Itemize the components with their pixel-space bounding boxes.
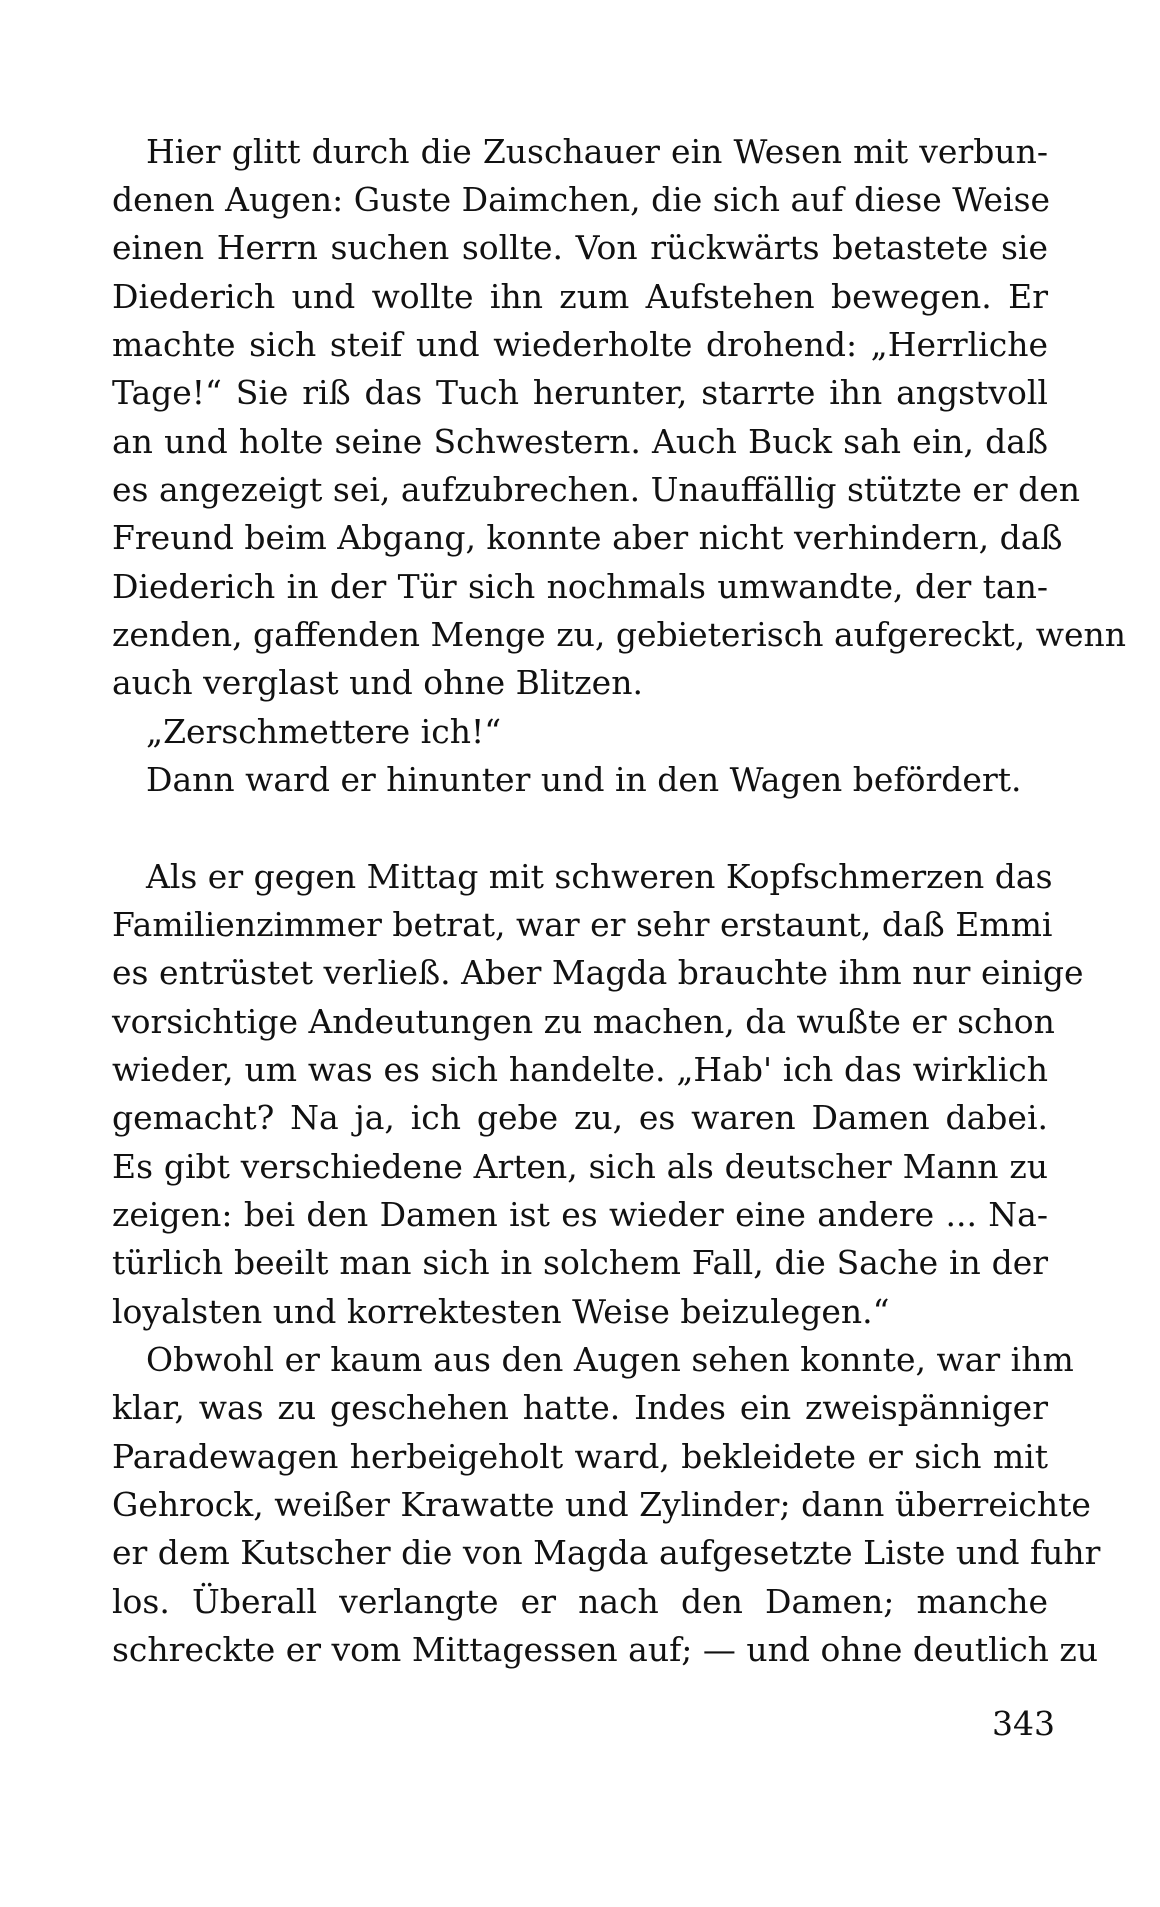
- text-line: er dem Kutscher die von Magda aufgesetzte Liste und fuhr: [112, 1533, 1101, 1572]
- text-line: zenden, gaffenden Menge zu, gebieterisch aufgereckt, wenn: [112, 615, 1127, 654]
- text-line: auch verglast und ohne Blitzen.: [112, 663, 643, 702]
- text-line: denen Augen: Guste Daimchen, die sich auf diese Weise: [112, 180, 1051, 219]
- text-line: klar, was zu geschehen hatte. Indes ein zweispänniger: [112, 1388, 1048, 1427]
- text-line: Tage!“ Sie riß das Tuch herunter, starrte ihn angstvoll: [112, 373, 1048, 412]
- text-line: türlich beeilt man sich in solchem Fall, die Sache in der: [112, 1243, 1048, 1282]
- text-line: Dann ward er hinunter und in den Wagen befördert.: [146, 760, 1022, 799]
- text-line: Paradewagen herbeigeholt ward, bekleidete er sich mit: [112, 1437, 1048, 1476]
- text-line: Gehrock, weißer Krawatte und Zylinder; dann überreichte: [112, 1485, 1091, 1524]
- text-line: es entrüstet verließ. Aber Magda brauchte ihm nur einige: [112, 953, 1084, 992]
- text-line: Familienzimmer betrat, war er sehr erstaunt, daß Emmi: [112, 905, 1053, 944]
- text-line: Es gibt verschiedene Arten, sich als deutscher Mann zu: [112, 1147, 1048, 1186]
- text-line: los. Überall verlangte er nach den Damen; manche: [112, 1582, 1048, 1621]
- text-line: an und holte seine Schwestern. Auch Buck sah ein, daß: [112, 422, 1048, 461]
- text-line: zeigen: bei den Damen ist es wieder eine andere ... Na-: [112, 1195, 1048, 1234]
- text-line: Diederich und wollte ihn zum Aufstehen bewegen. Er: [112, 277, 1048, 316]
- text-line: Als er gegen Mittag mit schweren Kopfschmerzen das: [146, 857, 1053, 896]
- text-line: Diederich in der Tür sich nochmals umwandte, der tan-: [112, 567, 1048, 606]
- text-line: wieder, um was es sich handelte. „Hab' ich das wirklich: [112, 1050, 1048, 1089]
- text-line: gemacht? Na ja, ich gebe zu, es waren Damen dabei.: [112, 1098, 1048, 1137]
- text-line: Obwohl er kaum aus den Augen sehen konnte, war ihm: [146, 1340, 1074, 1379]
- text-line: machte sich steif und wiederholte drohend: „Herrliche: [112, 325, 1048, 364]
- text-line: vorsichtige Andeutungen zu machen, da wußte er schon: [112, 1002, 1055, 1041]
- text-line: Freund beim Abgang, konnte aber nicht verhindern, daß: [112, 518, 1063, 557]
- text-line: schreckte er vom Mittagessen auf; — und ohne deutlich zu: [112, 1630, 1099, 1669]
- text-line: einen Herrn suchen sollte. Von rückwärts betastete sie: [112, 228, 1048, 267]
- text-line: loyalsten und korrektesten Weise beizulegen.“: [112, 1292, 890, 1331]
- page-number: 343: [992, 1704, 1055, 1743]
- text-line: es angezeigt sei, aufzubrechen. Unauffällig stützte er den: [112, 470, 1081, 509]
- text-line: „Zerschmettere ich!“: [146, 712, 502, 751]
- text-line: Hier glitt durch die Zuschauer ein Wesen mit verbun-: [146, 132, 1048, 171]
